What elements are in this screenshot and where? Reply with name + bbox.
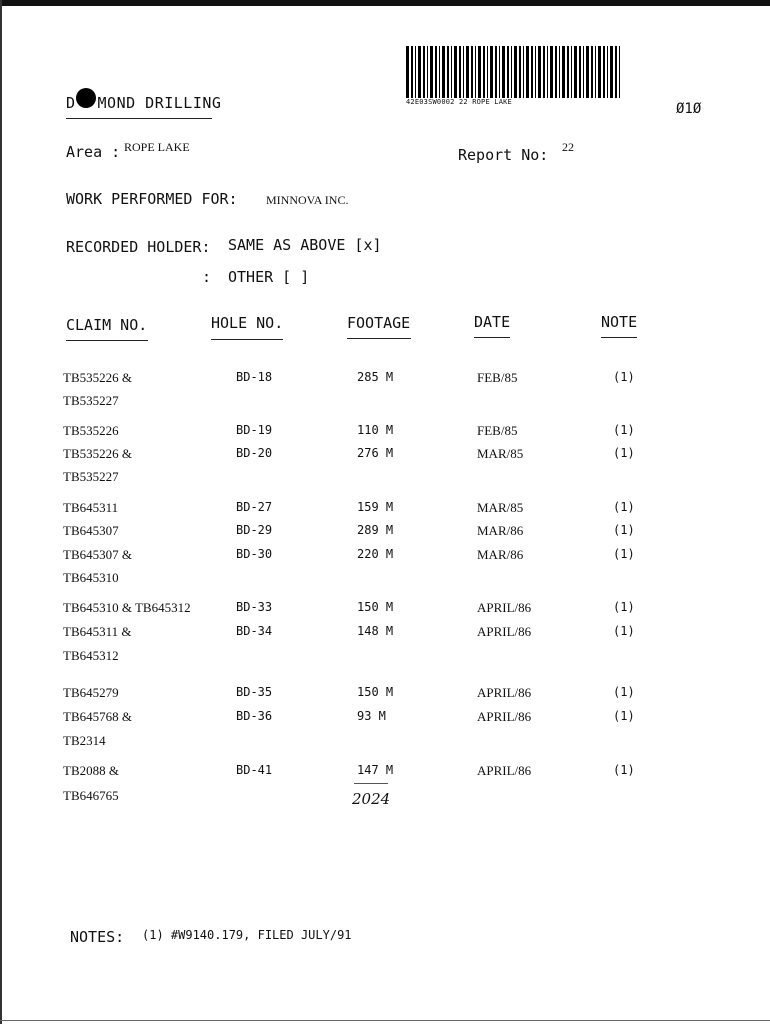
barcode-bar [454, 46, 457, 98]
hole-cell: BD-41 [236, 763, 273, 777]
footage-cell: 110 M [357, 423, 394, 437]
barcode-bar [547, 46, 548, 98]
barcode-bar [550, 46, 553, 98]
report-number: 22 [562, 140, 574, 154]
barcode-bar [526, 46, 529, 98]
claim-cell: TB645768 & [63, 709, 132, 724]
barcode-bar [478, 46, 481, 98]
header-note: NOTE [601, 313, 638, 331]
barcode-bar [511, 46, 512, 98]
hole-cell: BD-29 [236, 523, 273, 537]
footage-cell: 150 M [357, 600, 394, 614]
barcode-bar [610, 46, 613, 98]
note-cell: (1) [613, 547, 635, 561]
barcode-bar [603, 46, 605, 98]
scan-left-edge [0, 0, 2, 1024]
barcode-bar [571, 46, 572, 98]
barcode-bar [451, 46, 452, 98]
barcode-bar [406, 46, 409, 98]
area-label: Area : [66, 143, 121, 161]
recorded-holder-other: OTHER [ ] [228, 268, 310, 286]
date-cell: APRIL/86 [477, 709, 532, 724]
barcode-caption: 42E03SW0002 22 ROPE LAKE [406, 98, 512, 106]
footage-cell: 150 M [357, 685, 394, 699]
claim-cell: TB535226 & [63, 370, 132, 385]
report-label: Report No: [458, 146, 549, 164]
header-hole-no: HOLE NO. [211, 314, 284, 332]
barcode-bar [499, 46, 500, 98]
note-cell: (1) [613, 500, 635, 514]
work-performed-label: WORK PERFORMED FOR: [66, 190, 238, 208]
recorded-holder-label: RECORDED HOLDER: [66, 238, 211, 256]
barcode-bar [583, 46, 584, 98]
claim-cell: TB535227 [63, 469, 119, 484]
area-value: ROPE LAKE [124, 140, 190, 154]
barcode-bar [483, 46, 485, 98]
header-date-underline [474, 337, 510, 338]
barcode-bar [423, 46, 425, 98]
note-cell: (1) [613, 446, 635, 460]
company-underline [66, 118, 212, 119]
claim-cell: TB645310 [63, 570, 119, 585]
ink-blot-mark [76, 88, 96, 108]
barcode-bar [471, 46, 473, 98]
note-cell: (1) [613, 685, 635, 699]
footage-cell: 93 M [357, 709, 386, 723]
barcode-bar [487, 46, 488, 98]
claim-cell: TB645311 & [63, 624, 132, 639]
header-claim-no: CLAIM NO. [66, 316, 148, 334]
scan-top-border [0, 0, 770, 6]
barcode-bar [555, 46, 557, 98]
note-cell: (1) [613, 370, 635, 384]
barcode-bar [415, 46, 416, 98]
barcode-bar [442, 46, 445, 98]
date-cell: MAR/85 [477, 500, 524, 515]
barcode-bar [586, 46, 589, 98]
claim-cell: TB645310 & TB645312 [63, 600, 191, 615]
header-claim-underline [66, 340, 148, 341]
work-performed-value: MINNOVA INC. [266, 193, 349, 207]
barcode-bar [591, 46, 593, 98]
footage-cell: 148 M [357, 624, 394, 638]
barcode-bar [418, 46, 421, 98]
company-title-visible: MOND DRILLING [97, 94, 222, 112]
page-code: Ø1Ø [676, 101, 702, 117]
claim-cell: TB645311 [63, 500, 119, 515]
date-cell: FEB/85 [477, 370, 518, 385]
claim-cell: TB535227 [63, 393, 119, 408]
barcode-bar [562, 46, 565, 98]
note-cell: (1) [613, 423, 635, 437]
hole-cell: BD-20 [236, 446, 273, 460]
footage-cell: 276 M [357, 446, 394, 460]
barcode-bar [595, 46, 596, 98]
barcode-bar [495, 46, 497, 98]
claim-cell: TB645312 [63, 648, 119, 663]
barcode-bar [427, 46, 428, 98]
hole-cell: BD-27 [236, 500, 273, 514]
claim-cell: TB645279 [63, 685, 119, 700]
barcode-bar [435, 46, 437, 98]
barcode-bar [507, 46, 509, 98]
barcode-bar [411, 46, 413, 98]
note-cell: (1) [613, 624, 635, 638]
barcode-bar [439, 46, 440, 98]
barcode-bar [514, 46, 517, 98]
barcode-bar [579, 46, 581, 98]
claim-cell: TB2314 [63, 733, 106, 748]
barcode-bar [475, 46, 476, 98]
barcode-bar [543, 46, 545, 98]
notes-text: (1) #W9140.179, FILED JULY/91 [142, 928, 352, 942]
footage-cell: 285 M [357, 370, 394, 384]
date-cell: APRIL/86 [477, 685, 532, 700]
hole-cell: BD-18 [236, 370, 273, 384]
barcode-bar [523, 46, 524, 98]
barcode-bar [519, 46, 521, 98]
header-hole-underline [211, 339, 283, 340]
barcode-bar [535, 46, 536, 98]
scan-bottom-edge [0, 1020, 770, 1021]
date-cell: FEB/85 [477, 423, 518, 438]
date-cell: APRIL/86 [477, 763, 532, 778]
footage-cell: 289 M [357, 523, 394, 537]
recorded-holder-colon: : [202, 268, 212, 286]
barcode-bar [531, 46, 533, 98]
claim-cell: TB535226 & [63, 446, 132, 461]
hole-cell: BD-30 [236, 547, 273, 561]
claim-cell: TB646765 [63, 788, 119, 803]
claim-cell: TB2088 & [63, 763, 119, 778]
barcode-bar [502, 46, 505, 98]
barcode-bar [538, 46, 541, 98]
barcode-bar [615, 46, 617, 98]
barcode-bar [463, 46, 464, 98]
barcode-bar [598, 46, 601, 98]
date-cell: MAR/86 [477, 547, 524, 562]
hole-cell: BD-36 [236, 709, 273, 723]
footage-cell: 220 M [357, 547, 394, 561]
note-cell: (1) [613, 763, 635, 777]
date-cell: APRIL/86 [477, 624, 532, 639]
barcode-bar [447, 46, 449, 98]
barcode-bar [574, 46, 577, 98]
footage-cell: 147 M [357, 763, 394, 777]
barcode-bar [607, 46, 608, 98]
date-cell: APRIL/86 [477, 600, 532, 615]
hole-cell: BD-34 [236, 624, 273, 638]
barcode-bar [466, 46, 469, 98]
claim-cell: TB645307 [63, 523, 119, 538]
header-footage: FOOTAGE [347, 314, 411, 332]
barcode-bar [490, 46, 493, 98]
header-date: DATE [474, 313, 511, 331]
footage-cell: 159 M [357, 500, 394, 514]
hole-cell: BD-19 [236, 423, 273, 437]
company-title-prefix: D [66, 94, 76, 112]
recorded-holder-same: SAME AS ABOVE [x] [228, 236, 382, 254]
date-cell: MAR/86 [477, 523, 524, 538]
hole-cell: BD-35 [236, 685, 273, 699]
header-note-underline [601, 337, 637, 338]
header-footage-underline [347, 338, 411, 339]
barcode-bar [430, 46, 433, 98]
claim-cell: TB535226 [63, 423, 119, 438]
barcode-image [404, 46, 622, 98]
claim-cell: TB645307 & [63, 547, 132, 562]
barcode-bar [459, 46, 461, 98]
note-cell: (1) [613, 600, 635, 614]
note-cell: (1) [613, 709, 635, 723]
hole-cell: BD-33 [236, 600, 273, 614]
barcode-bar [567, 46, 569, 98]
barcode-bar [559, 46, 560, 98]
notes-label: NOTES: [70, 928, 125, 946]
date-cell: MAR/85 [477, 446, 524, 461]
footage-total-handwritten: 2024 [352, 790, 391, 808]
note-cell: (1) [613, 523, 635, 537]
total-tick-line [354, 783, 388, 784]
barcode-bar [619, 46, 620, 98]
